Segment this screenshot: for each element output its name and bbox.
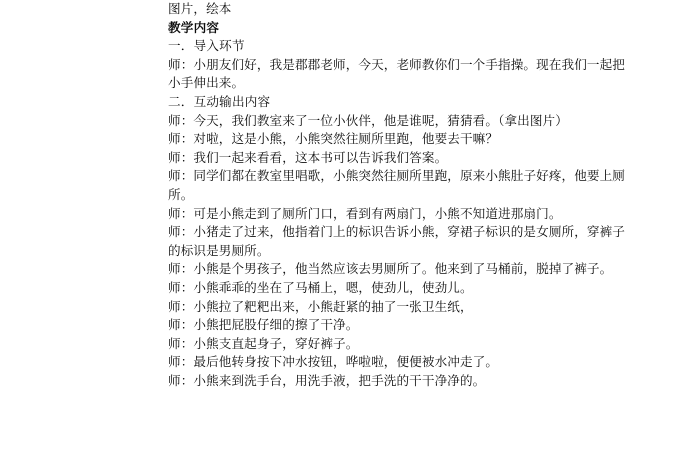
paragraph-text-12: 最后他转身按下冲水按钮，哗啦啦，便便被水冲走了。: [193, 354, 499, 370]
paragraph-text-6: 小猪走了过来，他指着门上的标识告诉小熊，穿裙子标识的是女厕所，穿裤子的标识是男厕所。: [168, 224, 625, 258]
paragraph-text-5: 可是小熊走到了厕所门口，看到有两扇门，小熊不知道进那扇门。: [193, 205, 562, 221]
speaker-label-13: 师：: [168, 372, 194, 388]
paragraph-text-3: 我们一起来看看，这本书可以告诉我们答案。: [193, 149, 448, 165]
left-margin: [0, 0, 168, 470]
paragraph-text-2: 对啦，这是小熊，小熊突然往厕所里跑，他要去干嘛？: [193, 131, 499, 147]
speaker-label-3: 师：: [168, 149, 194, 165]
speaker-label-2: 师：: [168, 131, 194, 147]
section-label-interaction: 二．互动输出内容: [168, 93, 271, 109]
paragraph-text-0: 小朋友们好，我是郡郡老师，今天，老师教你们一个手指操。现在我们一起把小手伸出来。: [168, 56, 625, 91]
paragraph-4: [168, 167, 630, 204]
paragraph-text-7: 小熊是个男孩子，他当然应该去男厕所了。他来到了马桶前，脱掉了裤子。: [193, 261, 613, 277]
paragraph-text-11: 小熊支直起身子，穿好裤子。: [193, 335, 359, 351]
paragraph-8: [168, 279, 630, 298]
right-margin: [630, 0, 700, 470]
paragraph-6: [168, 223, 630, 260]
speaker-label-0: 师：: [168, 56, 194, 72]
paragraph-2: [168, 130, 630, 149]
paragraph-7: [168, 260, 630, 279]
speaker-label-10: 师：: [168, 317, 194, 333]
paragraph-text-4: 同学们都在教室里唱歌，小熊突然往厕所里跑，原来小熊肚子好疼，他要上厕所。: [168, 168, 625, 202]
paragraph-10: [168, 316, 630, 335]
paragraph-3: [168, 149, 630, 168]
paragraph-text-1: 今天，我们教室来了一位小伙伴，他是谁呢，猜猜看。（拿出图片）: [193, 112, 568, 128]
paragraph-1: [168, 112, 630, 131]
paragraph-11: [168, 335, 630, 354]
speaker-label-4: 师：: [168, 168, 194, 184]
paragraph-5: [168, 205, 630, 224]
speaker-label-1: 师：: [168, 112, 194, 128]
speaker-label-5: 师：: [168, 205, 194, 221]
paragraph-9: [168, 298, 630, 317]
paragraph-text-13: 小熊来到洗手台，用洗手液，把手洗的干干净净的。: [193, 372, 486, 388]
speaker-label-8: 师：: [168, 279, 194, 295]
paragraph-text-9: 小熊拉了粑粑出来，小熊赶紧的抽了一张卫生纸，: [193, 298, 473, 314]
section-label-intro: 一．导入环节: [168, 38, 245, 54]
heading-teaching-content: 教学内容: [168, 19, 220, 35]
paragraph-13: [168, 372, 630, 391]
speaker-label-7: 师：: [168, 261, 194, 277]
speaker-label-12: 师：: [168, 354, 194, 370]
speaker-label-9: 师：: [168, 298, 194, 314]
paragraph-12: [168, 353, 630, 372]
paragraph-0: [168, 56, 630, 93]
paragraph-text-10: 小熊把屁股仔细的擦了干净。: [193, 317, 359, 333]
materials-list: 图片，绘本: [168, 1, 232, 16]
speaker-label-6: 师：: [168, 224, 194, 240]
speaker-label-11: 师：: [168, 335, 194, 351]
paragraph-text-8: 小熊乖乖的坐在了马桶上，嗯，使劲儿，使劲儿。: [193, 279, 473, 295]
document-text-column: [168, 0, 630, 390]
